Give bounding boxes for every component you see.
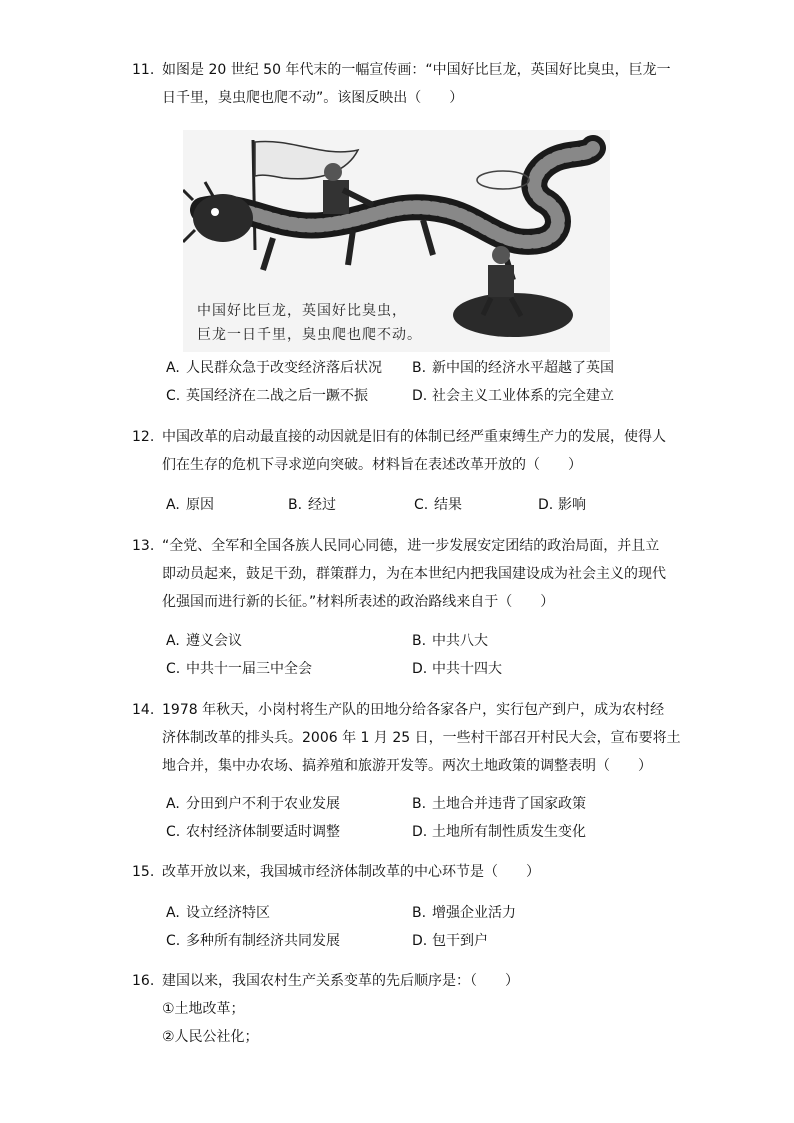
question-line xyxy=(132,452,672,478)
propaganda-cartoon-image xyxy=(183,130,610,352)
question-13 xyxy=(132,533,672,615)
option-c[interactable]: C. 中共十一届三中全会 xyxy=(166,661,312,677)
question-text: 中国改革的启动最直接的动因就是旧有的体制已经严重束缚生产力的发展，使得人 xyxy=(162,429,666,445)
question-text: “全党、全军和全国各族人民同心同德，进一步发展安定团结的政治局面，并且立 xyxy=(162,538,660,554)
option-row xyxy=(166,354,666,382)
question-text: 建国以来，我国农村生产关系变革的先后顺序是：（ ） xyxy=(162,973,519,989)
question-line xyxy=(132,859,672,885)
question-number: 11. xyxy=(132,62,155,78)
question-line xyxy=(132,85,672,111)
option-c[interactable]: C. 英国经济在二战之后一蹶不振 xyxy=(166,388,368,404)
options-block xyxy=(166,627,666,683)
question-text: 1978 年秋天，小岗村将生产队的田地分给各家各户，实行包产到户，成为农村经 xyxy=(162,702,665,718)
question-line xyxy=(132,533,672,559)
question-15 xyxy=(132,859,672,885)
option-c[interactable]: C. 结果 xyxy=(414,497,462,513)
question-number: 14. xyxy=(132,702,155,718)
option-d[interactable]: D. 包干到户 xyxy=(412,933,488,949)
options-block xyxy=(166,354,666,410)
question-number: 16. xyxy=(132,973,155,989)
option-c[interactable]: C. 多种所有制经济共同发展 xyxy=(166,933,340,949)
question-text: 济体制改革的排头兵。2006 年 1 月 25 日，一些村干部召开村民大会，宣布要将土 xyxy=(162,730,681,746)
question-line xyxy=(132,697,672,723)
option-b[interactable]: B. 新中国的经济水平超越了英国 xyxy=(412,360,614,376)
image-caption-line: 巨龙一日千里，臭虫爬也爬不动。 xyxy=(197,327,422,343)
option-row xyxy=(166,627,666,655)
option-row xyxy=(166,927,666,955)
question-14 xyxy=(132,697,681,779)
option-a[interactable]: A. 分田到户不利于农业发展 xyxy=(166,796,340,812)
list-item: ①土地改革； xyxy=(162,1001,245,1017)
option-d[interactable]: D. 土地所有制性质发生变化 xyxy=(412,824,586,840)
option-b[interactable]: B. 经过 xyxy=(288,497,336,513)
option-row xyxy=(166,655,666,683)
question-number: 13. xyxy=(132,538,155,554)
option-d[interactable]: D. 中共十四大 xyxy=(412,661,502,677)
option-row xyxy=(166,818,666,846)
question-text: 即动员起来，鼓足干劲，群策群力，为在本世纪内把我国建设成为社会主义的现代 xyxy=(162,566,666,582)
option-b[interactable]: B. 增强企业活力 xyxy=(412,905,516,921)
option-row xyxy=(166,382,666,410)
question-line xyxy=(132,725,681,751)
option-row xyxy=(166,491,666,519)
option-a[interactable]: A. 设立经济特区 xyxy=(166,905,270,921)
question-line xyxy=(132,589,672,615)
question-text: 改革开放以来，我国城市经济体制改革的中心环节是（ ） xyxy=(162,864,540,880)
question-line xyxy=(132,753,672,779)
question-text: 化强国而进行新的长征。”材料所表述的政治路线来自于（ ） xyxy=(162,594,555,610)
question-11 xyxy=(132,57,672,111)
option-row xyxy=(166,790,666,818)
option-a[interactable]: A. 人民群众急于改变经济落后状况 xyxy=(166,360,382,376)
question-text: 地合并，集中办农场、搞养殖和旅游开发等。两次土地政策的调整表明（ ） xyxy=(162,758,652,774)
question-16 xyxy=(132,968,672,994)
option-c[interactable]: C. 农村经济体制要适时调整 xyxy=(166,824,340,840)
question-text: 们在生存的危机下寻求逆向突破。材料旨在表述改革开放的（ ） xyxy=(162,457,582,473)
question-line xyxy=(132,424,672,450)
question-text: 日千里，臭虫爬也爬不动”。该图反映出（ ） xyxy=(162,90,464,106)
image-caption-line: 中国好比巨龙，英国好比臭虫， xyxy=(197,303,407,319)
option-d[interactable]: D. 影响 xyxy=(538,497,586,513)
list-item: ②人民公社化； xyxy=(162,1029,259,1045)
question-text: 如图是 20 世纪 50 年代末的一幅宣传画：“中国好比巨龙，英国好比臭虫，巨龙一 xyxy=(162,62,671,78)
question-line xyxy=(132,968,672,994)
option-a[interactable]: A. 遵义会议 xyxy=(166,633,242,649)
question-line xyxy=(132,561,672,587)
option-d[interactable]: D. 社会主义工业体系的完全建立 xyxy=(412,388,614,404)
option-row xyxy=(166,899,666,927)
options-block xyxy=(166,491,666,519)
option-b[interactable]: B. 土地合并违背了国家政策 xyxy=(412,796,586,812)
question-line xyxy=(132,57,672,83)
question-number: 12. xyxy=(132,429,155,445)
option-a[interactable]: A. 原因 xyxy=(166,497,214,513)
question-number: 15. xyxy=(132,864,155,880)
options-block xyxy=(166,899,666,955)
option-b[interactable]: B. 中共八大 xyxy=(412,633,488,649)
question-12 xyxy=(132,424,672,478)
options-block xyxy=(166,790,666,846)
